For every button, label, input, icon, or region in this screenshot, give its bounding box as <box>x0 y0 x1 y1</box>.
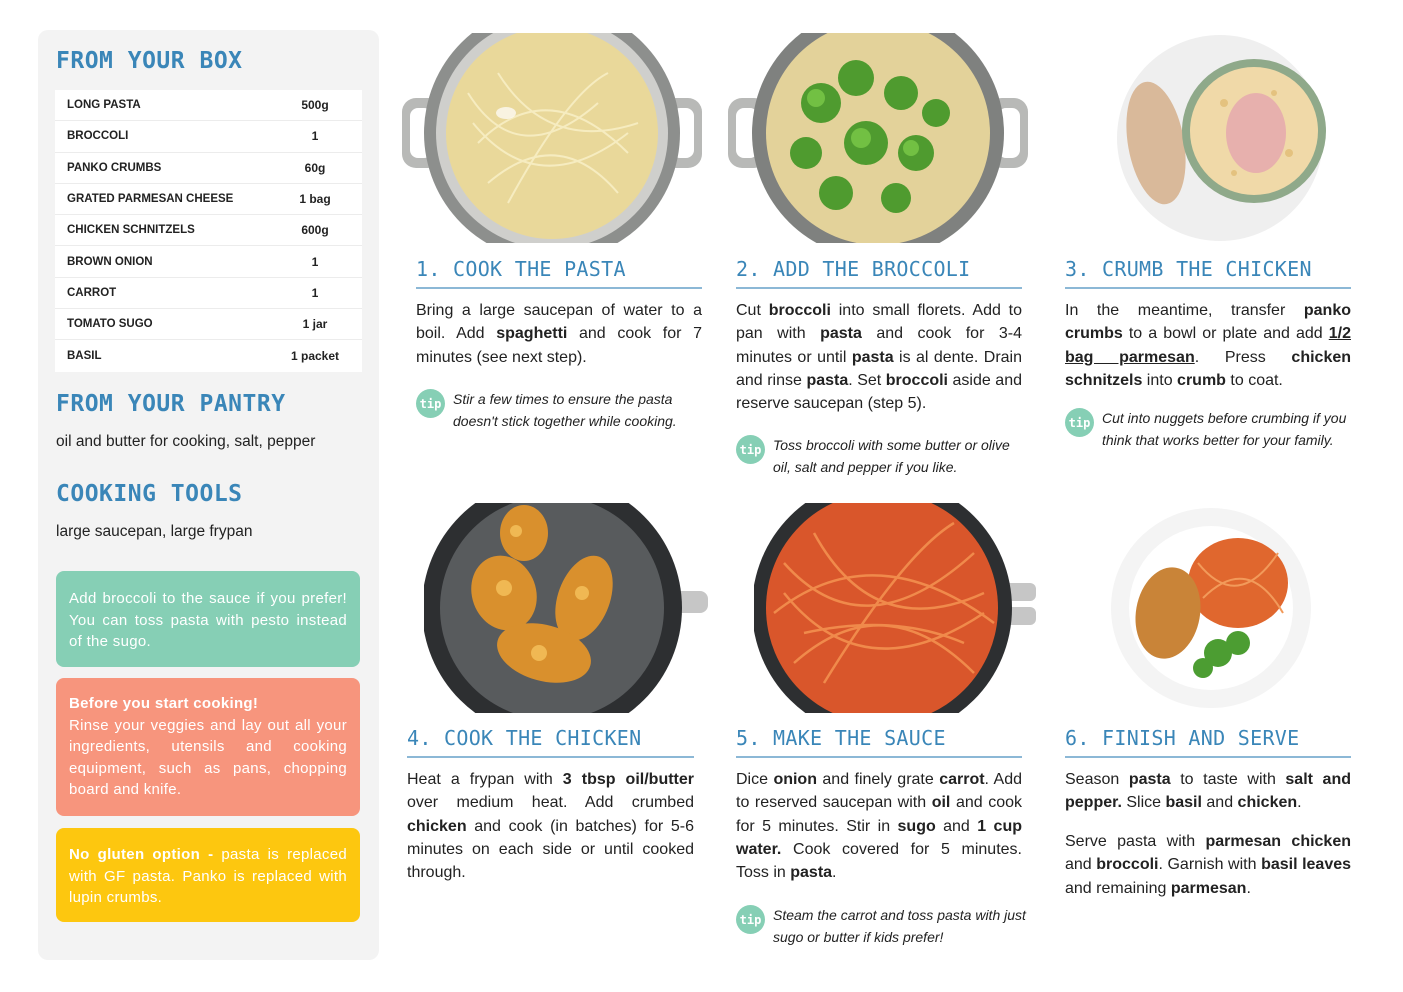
ingredient-qty: 60g <box>304 160 326 175</box>
bold-ingredient: parmesan chicken <box>1205 833 1352 850</box>
step5-tip-text: Steam the carrot and toss pasta with just sugo or butter if kids prefer! <box>773 907 1026 945</box>
step6-photo <box>1108 503 1314 713</box>
tip-badge-icon: tip <box>736 905 765 934</box>
tip-badge-icon: tip <box>416 389 445 418</box>
bold-ingredient: broccoli <box>1096 856 1159 874</box>
ingredient-row <box>55 153 362 184</box>
bold-ingredient: pasta <box>790 864 833 882</box>
ingredient-name: PANKO CRUMBS <box>67 161 162 174</box>
ingredient-qty: 1 packet <box>290 349 340 364</box>
ingredient-name: BROCCOLI <box>67 130 129 143</box>
step5-body: Dice onion and finely grate carrot. Add to reserved saucepan with oil and cook for 5 minutes. Stir in sugo and 1 cup water. Cook covered for 5 minutes. Toss in pasta. <box>736 771 1022 882</box>
tools-text: large saucepan, large frypan <box>56 523 253 540</box>
bold-ingredient: onion <box>773 771 817 788</box>
ingredient-qty: 1 jar <box>302 317 328 332</box>
bold-ingredient: broccoli <box>768 302 831 319</box>
tip-badge-icon: tip <box>1065 408 1094 437</box>
box-heading: FROM YOUR BOX <box>56 48 243 74</box>
ingredient-qty: 1 <box>311 254 319 269</box>
step2-tip-text: Toss broccoli with some butter or olive oil, salt and pepper if you like. <box>773 437 1010 475</box>
step3-body: In the meantime, transfer panko crumbs to a bowl or plate and add 1/2 bag parmesan. Press chicken schnitzels into crumb to coat. <box>1065 302 1352 389</box>
ingredient-qty: 500g <box>301 98 329 113</box>
tip-badge-icon: tip <box>736 435 765 464</box>
step1-body: Bring a large saucepan of water to a boil. Add spaghetti and cook for 7 minutes (see next step). <box>416 302 703 366</box>
step2-tip <box>736 434 1026 478</box>
callout-green-text: Add broccoli to the sauce if you prefer! You can toss pasta with pesto instead of the sugo. <box>69 590 347 650</box>
step1-title: 1. COOK THE PASTA <box>416 257 702 289</box>
ingredient-row <box>55 90 362 121</box>
callout-salmon-text: Rinse your veggies and lay out all your ingredients, utensils and cooking equipment, such as pans, chopping board and knife. <box>69 716 347 798</box>
step6-body: Season pasta to taste with salt and pepper. Slice basil and chicken. <box>1065 771 1351 812</box>
step5-title: 5. MAKE THE SAUCE <box>736 726 1022 758</box>
bold-ingredient: crumb <box>1177 371 1226 389</box>
before-cooking-callout <box>56 678 360 816</box>
gluten-free-callout <box>56 828 360 922</box>
bold-ingredient: sugo <box>897 817 936 835</box>
ingredients-table <box>55 90 362 372</box>
ingredient-row <box>55 215 362 246</box>
step3-tip <box>1065 407 1355 451</box>
bold-ingredient: pasta <box>851 348 894 366</box>
step1-tip <box>416 388 706 432</box>
ingredient-row <box>55 309 362 340</box>
ingredient-row <box>55 340 362 371</box>
step4-body: Heat a frypan with 3 tbsp oil/butter over medium heat. Add crumbed chicken and cook (in batches) for 5-6 minutes on each side or until cooked through. <box>407 771 694 882</box>
bold-ingredient: chicken <box>1237 794 1298 812</box>
bold-ingredient: pasta <box>806 371 849 389</box>
ingredient-name: CARROT <box>67 286 117 299</box>
step6-body-2: Serve pasta with parmesan chicken and broccoli. Garnish with basil leaves and remaining parmesan. <box>1065 833 1352 897</box>
bold-ingredient: parmesan <box>1170 879 1247 897</box>
ingredient-name: GRATED PARMESAN CHEESE <box>67 193 234 206</box>
bold-ingredient: broccoli <box>885 371 948 389</box>
bold-ingredient: 3 tbsp oil/butter <box>562 771 694 788</box>
bold-ingredient: oil <box>931 794 951 812</box>
step3-title: 3. CRUMB THE CHICKEN <box>1065 257 1351 289</box>
step6-title: 6. FINISH AND SERVE <box>1065 726 1351 758</box>
step2-photo <box>726 33 1030 243</box>
ingredient-qty: 1 <box>311 129 319 144</box>
ingredient-row <box>55 246 362 277</box>
ingredient-qty: 1 bag <box>299 192 331 207</box>
bold-ingredient: salt and pepper. <box>1065 771 1351 812</box>
callout-salmon-heading: Before you start cooking! <box>69 695 259 712</box>
step3-photo <box>1104 33 1336 243</box>
broccoli-tip-callout <box>56 571 360 667</box>
ingredient-row <box>55 278 362 309</box>
step1-tip-text: Stir a few times to ensure the pasta doesn't stick together while cooking. <box>453 391 677 429</box>
callout-yellow-heading: No gluten option - <box>69 846 214 863</box>
step1-photo <box>398 33 706 243</box>
step5-photo <box>754 503 1036 713</box>
bold-ingredient: basil leaves <box>1261 856 1352 874</box>
tools-heading: COOKING TOOLS <box>56 481 243 507</box>
bold-ingredient: chicken schnitzels <box>1065 348 1352 389</box>
bold-underlined-ingredient: 1/2 bag parmesan <box>1065 325 1351 366</box>
ingredient-name: BROWN ONION <box>67 255 153 268</box>
bold-ingredient: carrot <box>939 771 985 788</box>
bold-ingredient: basil <box>1165 794 1202 812</box>
ingredient-name: CHICKEN SCHNITZELS <box>67 224 195 237</box>
step3-tip-text: Cut into nuggets before crumbing if you think that works better for your family. <box>1102 410 1347 448</box>
ingredients-sidebar <box>38 30 379 960</box>
bold-ingredient: 1 cup water. <box>736 817 1022 858</box>
ingredient-row <box>55 184 362 215</box>
bold-ingredient: chicken <box>407 817 467 835</box>
bold-ingredient: pasta <box>1128 771 1171 788</box>
pantry-text: oil and butter for cooking, salt, pepper <box>56 433 316 450</box>
ingredient-row <box>55 121 362 152</box>
pantry-heading: FROM YOUR PANTRY <box>56 391 286 417</box>
step4-photo <box>424 503 708 713</box>
ingredient-name: LONG PASTA <box>67 99 141 112</box>
ingredient-name: TOMATO SUGO <box>67 318 153 331</box>
step5-tip <box>736 904 1026 948</box>
step2-title: 2. ADD THE BROCCOLI <box>736 257 1022 289</box>
ingredient-qty: 1 <box>311 285 319 300</box>
callout-yellow-text: pasta is replaced with GF pasta. Panko is replaced with lupin crumbs. <box>69 846 348 906</box>
ingredient-qty: 600g <box>301 223 329 238</box>
step2-body: Cut broccoli into small florets. Add to pan with pasta and cook for 3-4 minutes or until pasta is al dente. Drain and rinse pasta. Set broccoli aside and reserve saucepan (step 5). <box>736 302 1023 413</box>
bold-ingredient: panko crumbs <box>1065 302 1351 343</box>
bold-ingredient: spaghetti <box>496 325 568 343</box>
ingredient-name: BASIL <box>67 350 102 363</box>
step4-title: 4. COOK THE CHICKEN <box>407 726 694 758</box>
bold-ingredient: pasta <box>820 325 862 343</box>
